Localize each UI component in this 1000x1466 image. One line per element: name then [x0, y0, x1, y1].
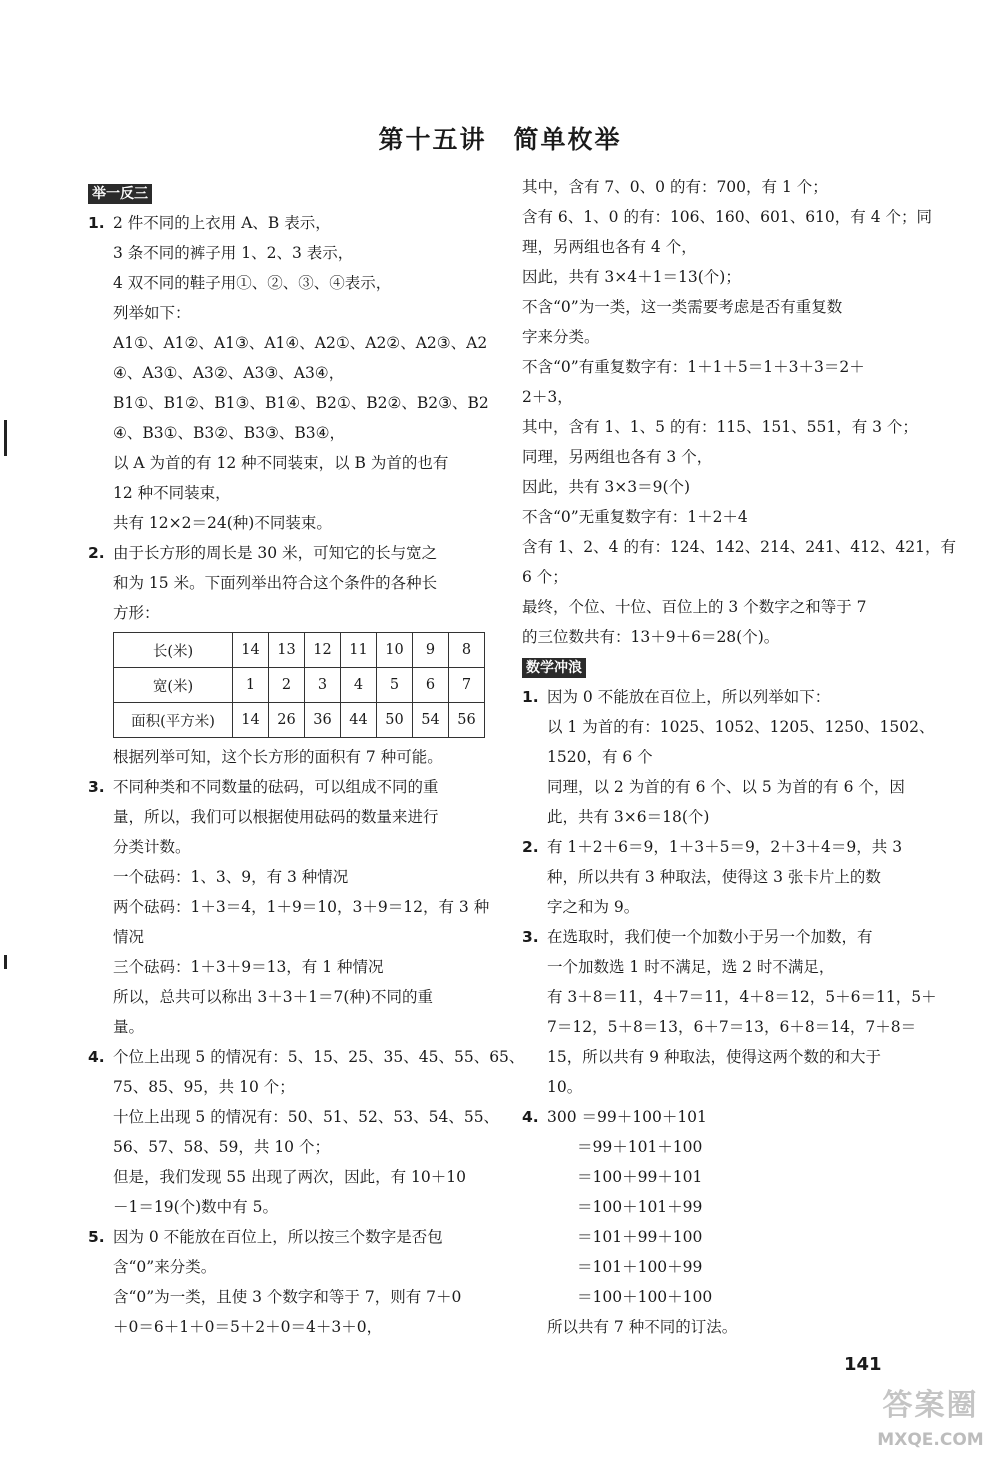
row-header: 面积(平方米)	[114, 703, 233, 738]
answer-number: 1.	[88, 214, 105, 232]
answer-line: ＝99＋101＋100	[577, 1138, 703, 1156]
table-cell: 2	[269, 668, 305, 703]
answer-line: 不含“0”无重复数字有：1＋2＋4	[522, 508, 748, 526]
answer-number: 3.	[88, 778, 105, 796]
answer-line: 方形：	[113, 604, 160, 622]
table-cell: 4	[341, 668, 377, 703]
answer-line: 3 条不同的裤子用 1、2、3 表示，	[113, 244, 354, 262]
table-cell: 7	[449, 668, 485, 703]
answer-line: 10。	[547, 1078, 583, 1096]
answer-line: 2＋3，	[522, 388, 573, 406]
answer-line: 三个砝码：1＋3＋9＝13，有 1 种情况	[113, 958, 384, 976]
answer-number: 3.	[522, 928, 539, 946]
answer-line: 理，另两组也各有 4 个，	[522, 238, 697, 256]
answer-line: 字之和为 9。	[547, 898, 640, 916]
answer-line: 同理，另两组也各有 3 个，	[522, 448, 713, 466]
table-row	[114, 633, 485, 668]
answer-number: 4.	[88, 1048, 105, 1066]
table-cell: 14	[233, 633, 269, 668]
table-cell: 10	[377, 633, 413, 668]
extension-answer-4	[522, 1102, 917, 1342]
answer-line: 含“0”来分类。	[113, 1258, 217, 1276]
table-cell: 36	[305, 703, 341, 738]
table-cell: 54	[413, 703, 449, 738]
answer-line: 7＝12，5＋8＝13，6＋7＝13，6＋8＝14，7＋8＝	[547, 1018, 917, 1036]
answer-number: 2.	[88, 544, 105, 562]
answer-line: ＝100＋100＋100	[577, 1288, 713, 1306]
answer-line: 不含“0”有重复数字有：1＋1＋5＝1＋3＋3＝2＋	[522, 358, 865, 376]
right-column	[522, 172, 956, 1342]
answer-line: 12 种不同装束，	[113, 484, 231, 502]
row-header: 宽(米)	[114, 668, 233, 703]
answer-line: 由于长方形的周长是 30 米，可知它的长与宽之	[113, 544, 438, 562]
answer-line: 因为 0 不能放在百位上，所以列举如下：	[547, 688, 831, 706]
answer-5	[88, 1222, 488, 1342]
page-title: 第十五讲 简单枚举	[378, 125, 622, 154]
table-cell: 26	[269, 703, 305, 738]
answer-line: 因此，共有 3×4＋1＝13(个)；	[522, 268, 741, 286]
table-cell: 50	[377, 703, 413, 738]
answer-line: 因此，共有 3×3＝9(个)	[522, 478, 691, 496]
answer-line: 75、85、95，共 10 个；	[113, 1078, 295, 1096]
answer-line: 个位上出现 5 的情况有：5、15、25、35、45、55、65、	[113, 1048, 525, 1066]
extension-answer-1	[522, 682, 935, 832]
answer-line: 分类计数。	[113, 838, 191, 856]
table-cell: 1	[233, 668, 269, 703]
answer-1	[88, 208, 488, 538]
scan-edge-mark	[4, 420, 7, 456]
answer-line: 的三位数共有：13＋9＋6＝28(个)。	[522, 628, 780, 646]
table-cell: 6	[413, 668, 449, 703]
answer-line: 有 1＋2＋6＝9，1＋3＋5＝9，2＋3＋4＝9，共 3	[547, 838, 903, 856]
answer-line: A1①、A1②、A1③、A1④、A2①、A2②、A2③、A2	[113, 334, 488, 352]
section-tag-extension: 数学冲浪	[522, 658, 586, 678]
answer-line: 根据列举可知，这个长方形的面积有 7 种可能。	[113, 748, 443, 766]
answer-5-continued	[522, 172, 956, 652]
answer-line: ＝100＋101＋99	[577, 1198, 703, 1216]
answer-line: 同理，以 2 为首的有 6 个、以 5 为首的有 6 个，因	[547, 778, 905, 796]
answer-line: B1①、B1②、B1③、B1④、B2①、B2②、B2③、B2	[113, 394, 489, 412]
answer-line: 和为 15 米。下面列举出符合这个条件的各种长	[113, 574, 438, 592]
answer-line: ＝100＋99＋101	[577, 1168, 703, 1186]
answer-line: 因为 0 不能放在百位上，所以按三个数字是否包	[113, 1228, 443, 1246]
page-number: 141	[844, 1354, 882, 1375]
answer-2	[88, 538, 488, 772]
table-cell: 9	[413, 633, 449, 668]
scan-edge-mark	[4, 955, 7, 969]
answer-line: 此，共有 3×6＝18(个)	[547, 808, 710, 826]
answer-line: 4 双不同的鞋子用①、②、③、④表示，	[113, 274, 392, 292]
answer-line: 6 个；	[522, 568, 568, 586]
answer-line: ＝101＋99＋100	[577, 1228, 703, 1246]
answer-line: 共有 12×2＝24(种)不同装束。	[113, 514, 332, 532]
section-tag-practice: 举一反三	[88, 184, 152, 204]
table-cell: 13	[269, 633, 305, 668]
answer-line: 有 3＋8＝11，4＋7＝11，4＋8＝12，5＋6＝11，5＋	[547, 988, 937, 1006]
answer-line: 一个加数选 1 时不满足，选 2 时不满足，	[547, 958, 835, 976]
table-cell: 44	[341, 703, 377, 738]
answer-line: 情况	[113, 928, 145, 946]
answer-line: 含“0”为一类，且使 3 个数字和等于 7，则有 7＋0	[113, 1288, 462, 1306]
answer-line: 一个砝码：1、3、9，有 3 种情况	[113, 868, 349, 886]
answer-line: 不含“0”为一类，这一类需要考虑是否有重复数	[522, 298, 843, 316]
answer-number: 4.	[522, 1108, 539, 1126]
answer-line: 量，所以，我们可以根据使用砝码的数量来进行	[113, 808, 439, 826]
watermark-site: MXQE.COM	[877, 1430, 984, 1450]
answer-line: 含有 1、2、4 的有：124、142、214、241、412、421，有	[522, 538, 956, 556]
extension-answer-3	[522, 922, 937, 1102]
answer-line: 量。	[113, 1018, 145, 1036]
rectangle-table	[113, 632, 485, 738]
answer-line: 1520，有 6 个	[547, 748, 653, 766]
table-row	[114, 668, 485, 703]
answer-line: ④、A3①、A3②、A3③、A3④，	[113, 364, 345, 382]
answer-line: 最终，个位、十位、百位上的 3 个数字之和等于 7	[522, 598, 867, 616]
answer-line: 在选取时，我们使一个加数小于另一个加数，有	[547, 928, 873, 946]
table-cell: 14	[233, 703, 269, 738]
answer-line: ＋0＝6＋1＋0＝5＋2＋0＝4＋3＋0，	[113, 1318, 383, 1336]
answer-line: 两个砝码：1＋3＝4，1＋9＝10，3＋9＝12，有 3 种	[113, 898, 490, 916]
answer-line: －1＝19(个)数中有 5。	[113, 1198, 278, 1216]
watermark	[868, 1380, 993, 1450]
watermark-logo: 答案圈	[882, 1388, 979, 1423]
table-cell: 5	[377, 668, 413, 703]
extension-answer-2	[522, 832, 917, 922]
answer-number: 5.	[88, 1228, 105, 1246]
table-cell: 8	[449, 633, 485, 668]
answer-line: 300 ＝99＋100＋101	[547, 1108, 707, 1126]
answer-line: 含有 6、1、0 的有：106、160、601、610，有 4 个；同	[522, 208, 932, 226]
answer-line: 字来分类。	[522, 328, 600, 346]
answer-line: 15，所以共有 9 种取法，使得这两个数的和大于	[547, 1048, 881, 1066]
left-column	[88, 178, 525, 1342]
answer-line: 以 A 为首的有 12 种不同装束，以 B 为首的也有	[113, 454, 449, 472]
answer-line: 但是，我们发现 55 出现了两次，因此，有 10＋10	[113, 1168, 466, 1186]
answer-line: 列举如下：	[113, 304, 191, 322]
answer-4	[88, 1042, 525, 1222]
answer-line: 56、57、58、59，共 10 个；	[113, 1138, 330, 1156]
answer-line: 所以，总共可以称出 3＋3＋1＝7(种)不同的重	[113, 988, 433, 1006]
answer-number: 2.	[522, 838, 539, 856]
table-cell: 3	[305, 668, 341, 703]
table-cell: 12	[305, 633, 341, 668]
answer-line: 以 1 为首的有：1025、1052、1205、1250、1502、	[547, 718, 935, 736]
answer-3	[88, 772, 488, 1042]
answer-line: 种，所以共有 3 种取法，使得这 3 张卡片上的数	[547, 868, 881, 886]
answer-line: ④、B3①、B3②、B3③、B3④，	[113, 424, 345, 442]
answer-line: 不同种类和不同数量的砝码，可以组成不同的重	[113, 778, 439, 796]
answer-number: 1.	[522, 688, 539, 706]
table-cell: 11	[341, 633, 377, 668]
answer-line: 2 件不同的上衣用 A、B 表示，	[113, 214, 331, 232]
answer-line: 所以共有 7 种不同的订法。	[547, 1318, 738, 1336]
row-header: 长(米)	[114, 633, 233, 668]
table-cell: 56	[449, 703, 485, 738]
table-row	[114, 703, 485, 738]
answer-line: 十位上出现 5 的情况有：50、51、52、53、54、55、	[113, 1108, 500, 1126]
answer-line: ＝101＋100＋99	[577, 1258, 703, 1276]
answer-line: 其中，含有 7、0、0 的有：700，有 1 个；	[522, 178, 828, 196]
answer-line: 其中，含有 1、1、5 的有：115、151、551，有 3 个；	[522, 418, 918, 436]
